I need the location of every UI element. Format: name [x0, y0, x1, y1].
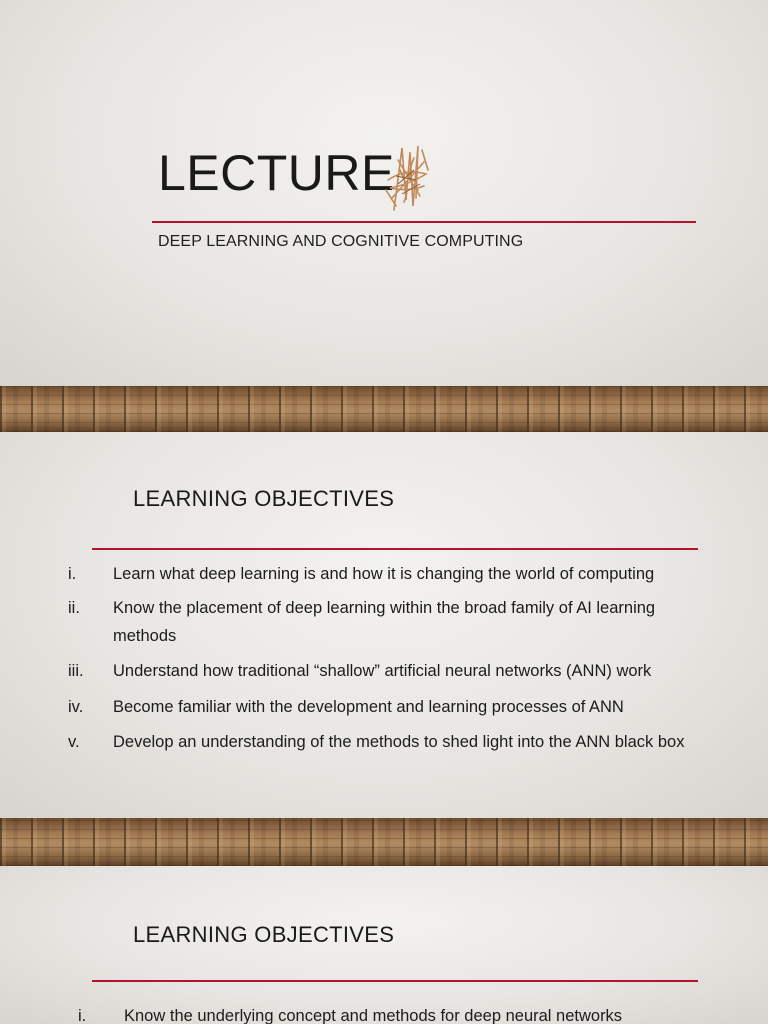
list-item-text: Become familiar with the development and learning processes of ANN — [113, 698, 624, 716]
objectives-slide-1 — [0, 432, 768, 818]
list-item-number: ii. — [68, 599, 80, 617]
title-slide — [0, 0, 768, 386]
list-item-number: v. — [68, 733, 80, 751]
section-heading: LEARNING OBJECTIVES — [133, 486, 395, 511]
list-item-number: iii. — [68, 662, 84, 680]
heading-divider — [92, 548, 698, 550]
list-item-text: Develop an understanding of the methods to shed light into the ANN black box — [113, 733, 685, 751]
wood-floor-band — [0, 386, 768, 432]
objectives-slide-2 — [0, 866, 768, 1024]
scribble-mark-icon — [380, 140, 432, 216]
section-heading: LEARNING OBJECTIVES — [133, 922, 395, 947]
heading-divider — [92, 980, 698, 982]
wood-floor-band — [0, 818, 768, 866]
list-item-text: Know the placement of deep learning within the broad family of AI learning methods — [113, 599, 656, 645]
list-item-text: Know the underlying concept and methods for deep neural networks — [124, 1007, 623, 1024]
list-item-number: i. — [78, 1007, 87, 1024]
list-item-number: i. — [68, 565, 77, 583]
lecture-subtitle: DEEP LEARNING AND COGNITIVE COMPUTING — [158, 233, 524, 250]
list-item-text: Learn what deep learning is and how it is changing the world of computing — [113, 565, 655, 583]
list-item-number: iv. — [68, 698, 84, 716]
list-item-text: Understand how traditional “shallow” artificial neural networks (ANN) work — [113, 662, 652, 680]
lecture-title: LECTURE — [158, 145, 395, 201]
title-divider — [152, 221, 696, 223]
